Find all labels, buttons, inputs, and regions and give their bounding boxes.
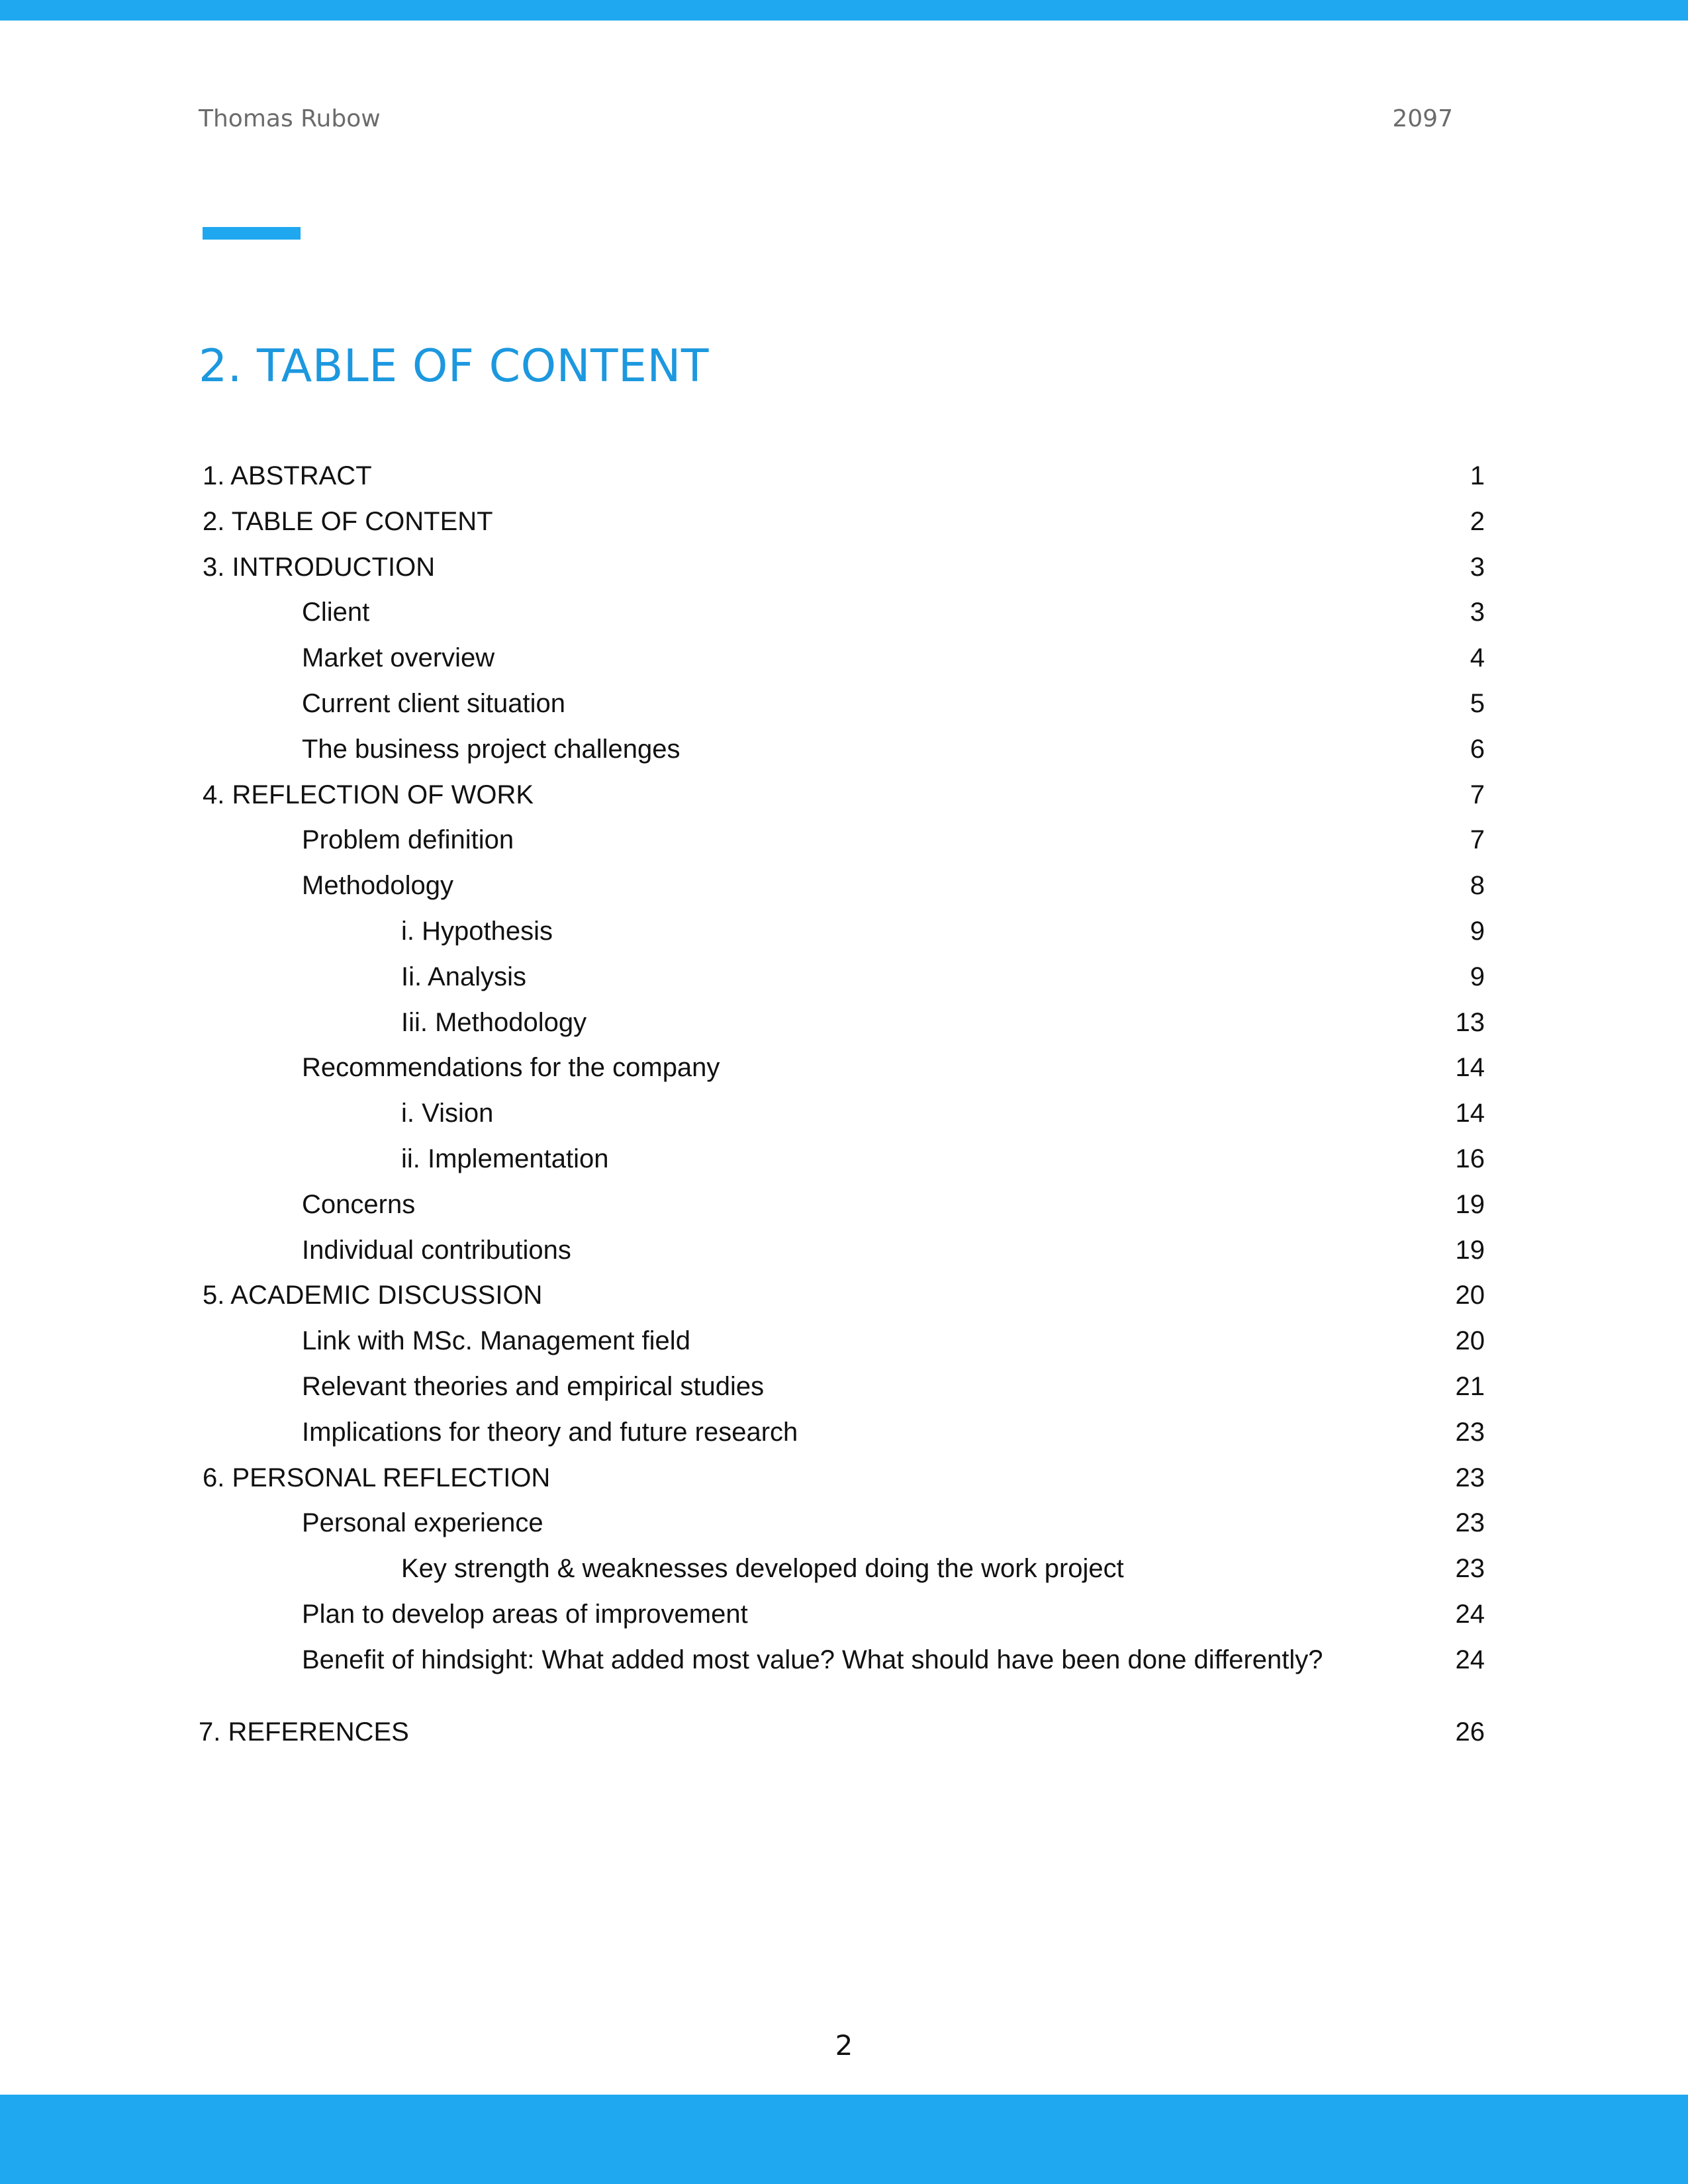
toc-entry-analysis[interactable] [0,954,1688,1000]
toc-entry-title: Personal experience [302,1508,543,1538]
toc-entry-current-client-situation[interactable] [0,681,1688,727]
toc-entry-page: 23 [1455,1417,1485,1447]
toc-entry-title: Market overview [302,643,495,673]
toc-entry-references[interactable] [0,1709,1688,1755]
toc-entry-title: Methodology [302,871,454,901]
toc-entry-academic-discussion[interactable] [0,1273,1688,1318]
page-title: 2. TABLE OF CONTENT [199,340,709,392]
toc-entry-title: 7. REFERENCES [199,1717,409,1747]
page-number: 2 [835,2029,853,2062]
toc-entry-implications[interactable] [0,1410,1688,1455]
toc-entry-recommendations[interactable] [0,1045,1688,1091]
toc-entry-page: 24 [1455,1645,1485,1674]
toc-entry-page: 19 [1455,1189,1485,1219]
toc-entry-page: 21 [1455,1371,1485,1401]
toc-entry-page: 26 [1455,1717,1485,1747]
toc-entry-methodology[interactable] [0,863,1688,909]
toc-entry-page: 23 [1455,1508,1485,1538]
toc-entry-hypothesis[interactable] [0,909,1688,954]
toc-entry-individual-contributions[interactable] [0,1228,1688,1273]
toc-entry-page: 1 [1470,461,1485,490]
toc-entry-title: 2. TABLE OF CONTENT [203,506,493,536]
toc-entry-personal-experience[interactable] [0,1500,1688,1546]
toc-entry-title: Benefit of hindsight: What added most value? What should have been done differently? [302,1645,1323,1674]
toc-entry-page: 7 [1470,780,1485,809]
toc-entry-title: Client [302,598,370,627]
toc-entry-title: The business project challenges [302,734,680,764]
toc-entry-page: 7 [1470,825,1485,855]
toc-entry-client[interactable] [0,590,1688,635]
toc-entry-page: 14 [1455,1053,1485,1083]
toc-entry-relevant-theories[interactable] [0,1364,1688,1410]
toc-entry-introduction[interactable] [0,545,1688,590]
toc-entry-title: i. Vision [401,1099,494,1128]
toc-entry-page: 4 [1470,643,1485,673]
toc-entry-personal-reflection[interactable] [0,1455,1688,1501]
toc-entry-vision[interactable] [0,1091,1688,1136]
top-color-band [0,0,1688,21]
toc-entry-page: 3 [1470,598,1485,627]
toc-entry-plan-improvement[interactable] [0,1592,1688,1637]
toc-entry-title: ii. Implementation [401,1144,609,1173]
toc-entry-title: 4. REFLECTION OF WORK [203,780,534,809]
toc-entry-page: 6 [1470,734,1485,764]
toc-entry-page: 23 [1455,1463,1485,1492]
toc-entry-key-strength-weaknesses[interactable] [0,1546,1688,1592]
toc-entry-title: Individual contributions [302,1235,571,1265]
toc-entry-market-overview[interactable] [0,635,1688,681]
toc-entry-reflection-of-work[interactable] [0,772,1688,818]
toc-entry-title: 3. INTRODUCTION [203,552,436,582]
toc-entry-problem-definition[interactable] [0,817,1688,863]
toc-entry-page: 14 [1455,1099,1485,1128]
toc-entry-sub-methodology[interactable] [0,1000,1688,1046]
toc-entry-title: Problem definition [302,825,514,855]
toc-entry-title: Relevant theories and empirical studies [302,1371,765,1401]
toc-entry-business-project-challenges[interactable] [0,727,1688,772]
toc-entry-page: 20 [1455,1326,1485,1356]
toc-entry-title: i. Hypothesis [401,916,553,946]
toc-entry-title: Ii. Analysis [401,962,526,991]
toc-entry-title: Current client situation [302,688,565,718]
toc-entry-page: 9 [1470,962,1485,991]
toc-entry-title: Implications for theory and future research [302,1417,798,1447]
header-year: 2097 [1392,105,1453,132]
bottom-color-band [0,2095,1688,2184]
toc-entry-link-msc-management[interactable] [0,1318,1688,1364]
toc-entry-title: Plan to develop areas of improvement [302,1599,748,1629]
toc-entry-title: Key strength & weaknesses developed doing the work project [401,1554,1124,1584]
toc-entry-page: 24 [1455,1599,1485,1629]
toc-entry-page: 20 [1455,1281,1485,1310]
toc-entry-page: 8 [1470,871,1485,901]
toc-entry-benefit-of-hindsight[interactable] [0,1637,1688,1683]
toc-entry-page: 2 [1470,506,1485,536]
toc-entry-title: 6. PERSONAL REFLECTION [203,1463,551,1492]
toc-entry-title: 1. ABSTRACT [203,461,372,490]
table-of-contents [0,453,1688,1754]
toc-entry-implementation[interactable] [0,1136,1688,1182]
toc-entry-title: Link with MSc. Management field [302,1326,690,1356]
header-author: Thomas Rubow [199,105,381,132]
toc-entry-title: Concerns [302,1189,416,1219]
toc-entry-title: Recommendations for the company [302,1053,720,1083]
toc-entry-title: 5. ACADEMIC DISCUSSION [203,1281,543,1310]
toc-entry-title: Iii. Methodology [401,1007,587,1037]
toc-entry-page: 16 [1455,1144,1485,1173]
toc-entry-table-of-content[interactable] [0,499,1688,545]
toc-entry-page: 23 [1455,1554,1485,1584]
toc-entry-concerns[interactable] [0,1182,1688,1228]
title-accent-bar [203,227,301,240]
toc-entry-abstract[interactable] [0,453,1688,499]
toc-entry-page: 19 [1455,1235,1485,1265]
toc-entry-page: 3 [1470,552,1485,582]
toc-entry-page: 13 [1455,1007,1485,1037]
toc-entry-page: 9 [1470,916,1485,946]
toc-entry-page: 5 [1470,688,1485,718]
